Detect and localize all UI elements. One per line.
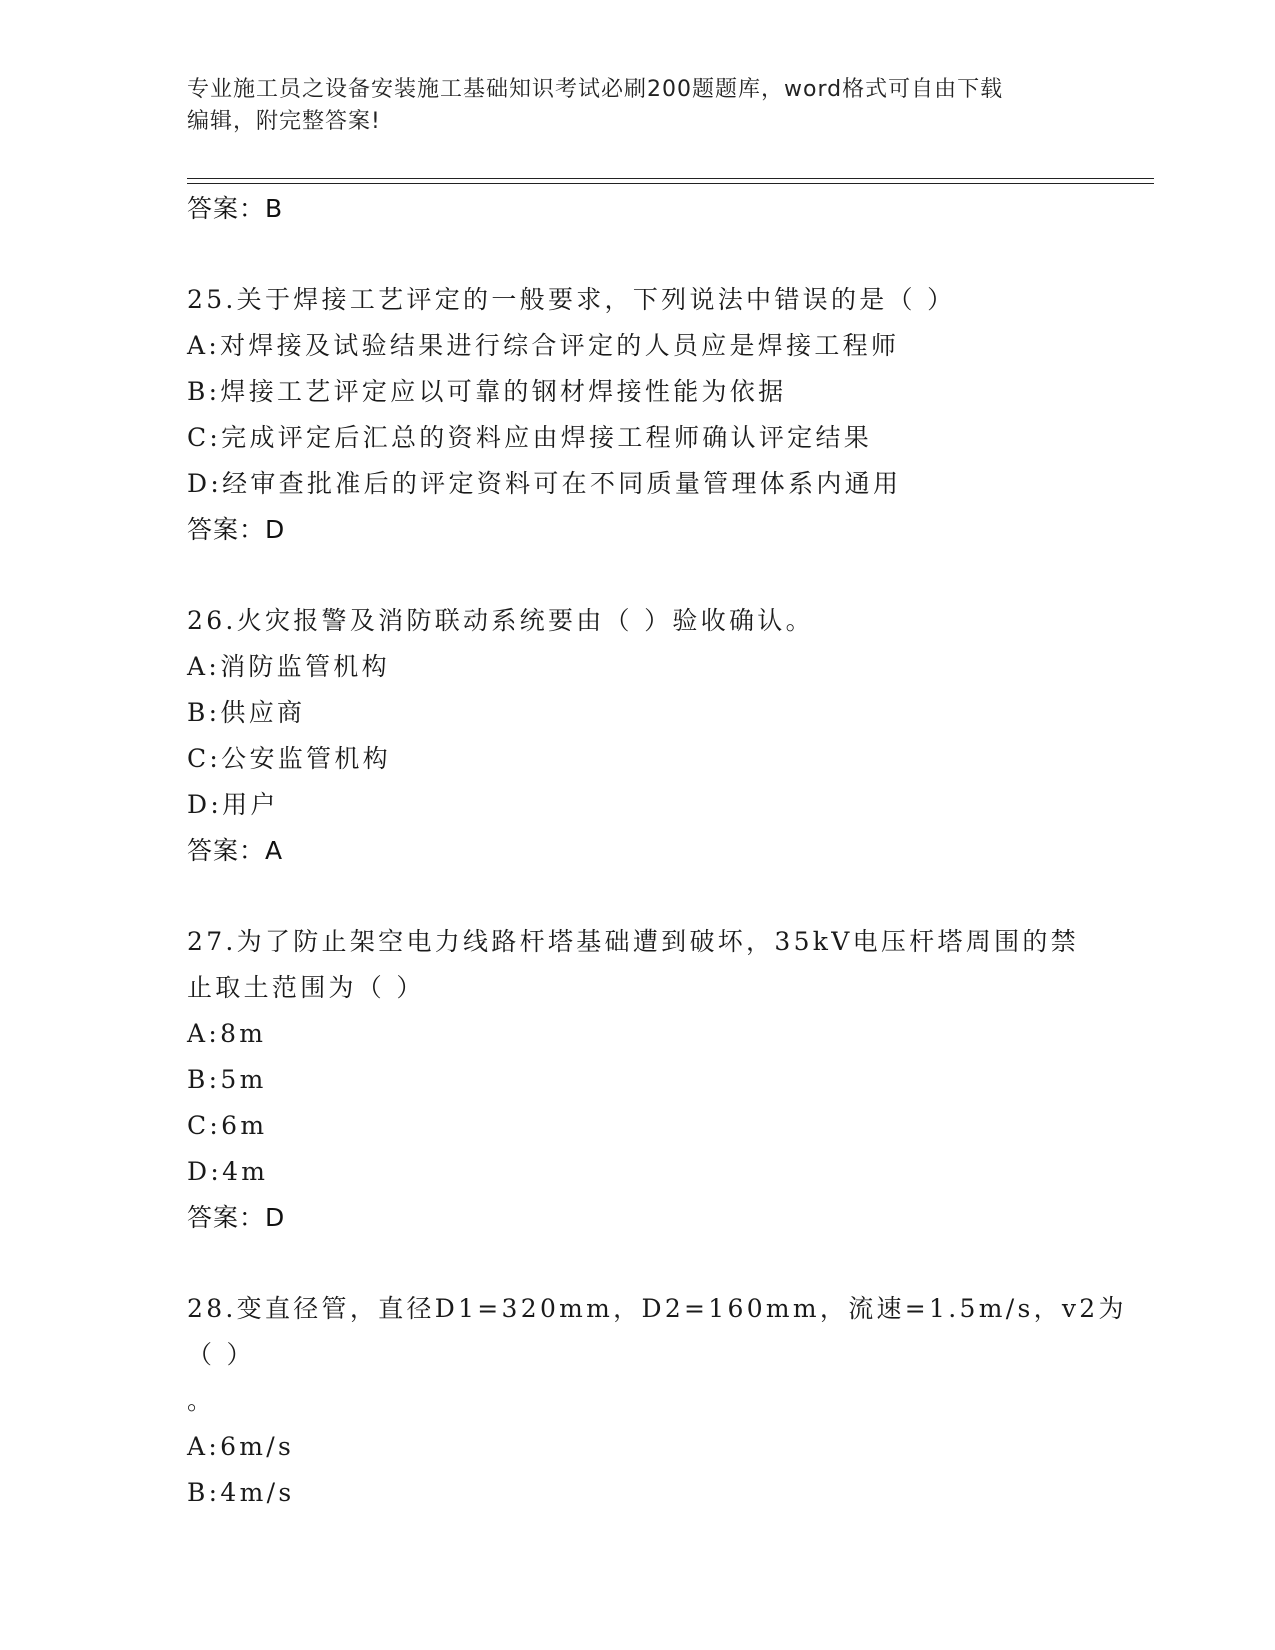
option-d: D:经审查批准后的评定资料可在不同质量管理体系内通用: [187, 469, 902, 498]
header-title-line-2: 编辑，附完整答案!: [187, 109, 381, 134]
option-a: A:消防监管机构: [187, 652, 390, 681]
option-a: A:6m/s: [187, 1432, 295, 1461]
header-title-line-1: 专业施工员之设备安装施工基础知识考试必刷200题题库，word格式可自由下载: [187, 77, 1004, 102]
spacer: [187, 873, 1147, 919]
question-block-25: [187, 277, 1147, 552]
question-text: 25.关于焊接工艺评定的一般要求，下列说法中错误的是（ ）: [187, 285, 956, 314]
option-c: C:公安监管机构: [187, 744, 391, 773]
answer-label: 答案：D: [187, 1203, 286, 1232]
option-a: A:8m: [187, 1019, 267, 1048]
previous-answer: 答案：B: [187, 194, 284, 223]
option-c: C:完成评定后汇总的资料应由焊接工程师确认评定结果: [187, 423, 873, 452]
spacer: [187, 552, 1147, 598]
spacer: [187, 231, 1147, 277]
question-text-line-1: 27.为了防止架空电力线路杆塔基础遭到破坏，35kV电压杆塔周围的禁: [187, 927, 1079, 956]
option-b: B:5m: [187, 1065, 267, 1094]
option-d: D:用户: [187, 790, 279, 819]
option-b: B:焊接工艺评定应以可靠的钢材焊接性能为依据: [187, 377, 787, 406]
header-divider-top: [187, 178, 1154, 179]
option-b: B:4m/s: [187, 1478, 295, 1507]
question-block-27: [187, 919, 1147, 1240]
header-divider-bottom: [187, 183, 1154, 184]
question-text: 26.火灾报警及消防联动系统要由（ ）验收确认。: [187, 606, 814, 635]
question-text: 28.变直径管，直径D1=320mm，D2=160mm，流速=1.5m/s，v2为（ ）: [187, 1294, 1127, 1369]
question-block-26: [187, 598, 1147, 873]
spacer: [187, 1240, 1147, 1286]
question-text-line-2: 止取土范围为（ ）: [187, 973, 425, 1002]
question-block-28: [187, 1286, 1147, 1516]
option-b: B:供应商: [187, 698, 306, 727]
answer-label: 答案：A: [187, 836, 284, 865]
question-text-continuation: 。: [187, 1386, 213, 1415]
option-a: A:对焊接及试验结果进行综合评定的人员应是焊接工程师: [187, 331, 900, 360]
option-c: C:6m: [187, 1111, 268, 1140]
option-d: D:4m: [187, 1157, 269, 1186]
answer-label: 答案：D: [187, 515, 286, 544]
question-list: [187, 186, 1147, 1516]
document-header: [187, 74, 1087, 138]
